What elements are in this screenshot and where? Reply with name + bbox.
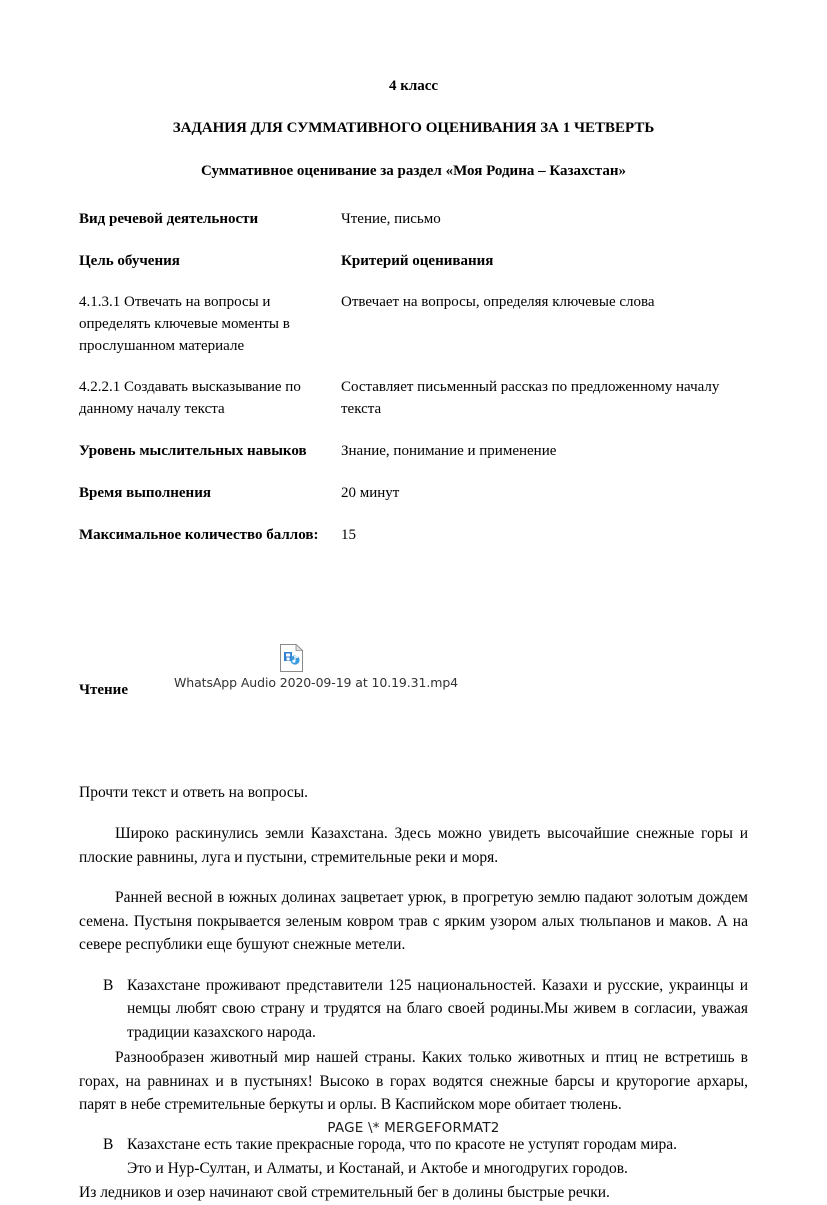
criteria-1-cell: [341, 272, 748, 357]
section-title: Суммативное оценивание за раздел «Моя Родина – Казахстан»: [201, 163, 626, 179]
objective-1-cell: [79, 272, 341, 357]
list-item-text: Казахстане есть такие прекрасные города, что по красоте не уступят городам мира.: [127, 1136, 678, 1154]
speech-activity-value-cell: [341, 208, 748, 230]
table-row: [79, 420, 748, 462]
thinking-level-value: Знание, понимание и применение: [341, 443, 557, 460]
attachment-zone: [79, 642, 748, 738]
table-row: [79, 230, 748, 272]
reading-instruction: Прочти текст и ответь на вопросы.: [79, 784, 309, 802]
criteria-2-cell: [341, 357, 748, 420]
passage-paragraph-1: Широко раскинулись земли Казахстана. Здесь можно увидеть высочайшие снежные горы и плоские равнины, луга и пустыни, стремительные реки и моря.: [79, 825, 748, 866]
list-item: [79, 974, 748, 1045]
table-row: [79, 357, 748, 420]
table-row: [79, 504, 748, 546]
objective-header: Цель обучения: [79, 253, 180, 270]
speech-activity-label: Вид речевой деятельности: [79, 211, 259, 227]
criteria-header: Критерий оценивания: [341, 253, 494, 270]
objective-2-cell: [79, 357, 341, 420]
time-value: 20 минут: [341, 485, 400, 502]
time-label-cell: [79, 462, 341, 504]
list-item-text: Казахстане проживают представители 125 национальностей. Казахи и русские, украинцы и немцы любят свою страну и трудятся на благо своей родины.Мы живем в согласии, уважая традиции казахского народа.: [127, 976, 748, 1041]
grade-heading: 4 класс: [388, 78, 439, 94]
reading-section-label: Чтение: [79, 682, 128, 699]
passage-paragraph-3: Разнообразен животный мир нашей страны. Каких только животных и птиц не встретишь в горах, на равнинах и в пустынях! Высоко в горах водятся снежные барсы и круторогие архары, парят в небе стремительные беркуты и орлы. В Каспийском море обитает тюлень.: [79, 1049, 748, 1114]
objective-2-text: 4.2.2.1 Создавать высказывание по данному началу текста: [79, 379, 301, 418]
assessment-meta-table: [79, 208, 748, 546]
criteria-2-text: Составляет письменный рассказ по предложенному началу текста: [341, 379, 720, 418]
criteria-header-cell: [341, 230, 748, 272]
thinking-level-label-cell: [79, 420, 341, 462]
max-score-label-cell: [79, 504, 341, 546]
list-marker: В: [103, 1136, 114, 1154]
thinking-level-label: Уровень мыслительных навыков: [79, 443, 307, 460]
reading-passage: [79, 781, 748, 1204]
list-marker: В: [103, 976, 114, 994]
max-score-value: 15: [341, 527, 356, 544]
criteria-1-text: Отвечает на вопросы, определяя ключевые слова: [341, 294, 655, 311]
list-item: [79, 1133, 748, 1180]
max-score-label: Максимальное количество баллов:: [79, 527, 319, 544]
table-row: [79, 208, 748, 230]
time-value-cell: [341, 462, 748, 504]
passage-paragraph-4: Из ледников и озер начинают свой стремительный бег в долины быстрые речки.: [79, 1184, 610, 1202]
speech-activity-label-cell: [79, 208, 341, 230]
time-label: Время выполнения: [79, 485, 211, 502]
passage-paragraph-2: Ранней весной в южных долинах зацветает урюк, в прогретую землю падают золотым дождем семена. Пустыня покрывается зеленым ковром трав с ярким узором алых тюльпанов и маков. А на севере республики еще бушуют снежные метели.: [79, 889, 748, 954]
objective-header-cell: [79, 230, 341, 272]
footer-field-code: PAGE \* MERGEFORMAT2: [327, 1120, 500, 1136]
attachment-filename: WhatsApp Audio 2020-09-19 at 10.19.31.mp4: [174, 675, 459, 691]
table-row: [79, 462, 748, 504]
table-row: [79, 272, 748, 357]
max-score-value-cell: [341, 504, 748, 546]
thinking-level-value-cell: [341, 420, 748, 462]
document-body: [79, 0, 748, 1205]
list-item-text-line2: Это и Нур-Султан, и Алматы, и Костанай, и Актобе и многодругих городов.: [127, 1159, 628, 1177]
media-file-icon[interactable]: [280, 644, 303, 672]
speech-activity-value: Чтение, письмо: [341, 211, 441, 227]
document-title: ЗАДАНИЯ ДЛЯ СУММАТИВНОГО ОЦЕНИВАНИЯ ЗА 1 ЧЕТВЕРТЬ: [172, 120, 655, 136]
objective-1-text: 4.1.3.1 Отвечать на вопросы и определять ключевые моменты в прослушанном материале: [79, 294, 290, 355]
